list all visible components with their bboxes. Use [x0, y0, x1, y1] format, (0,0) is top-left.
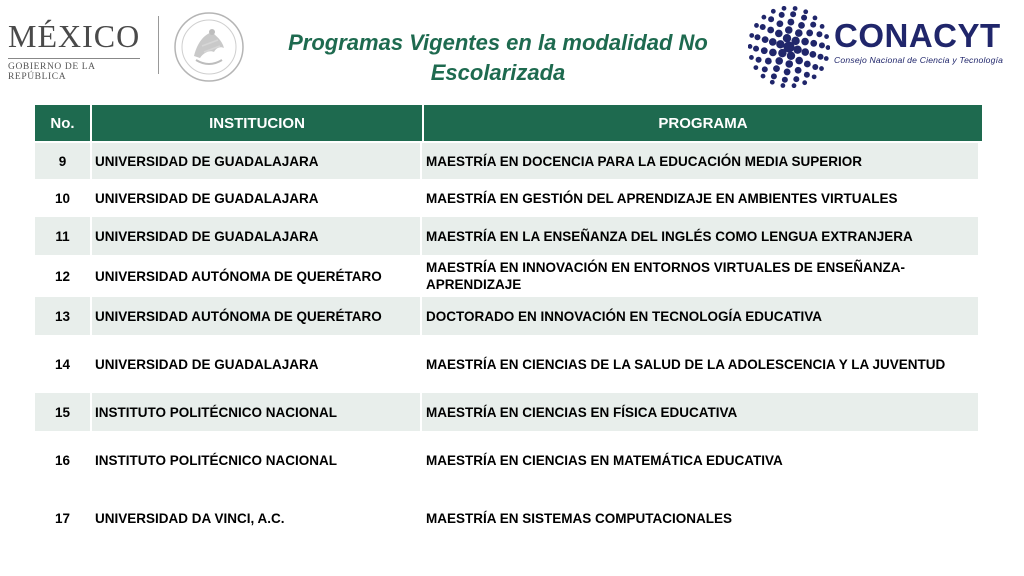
conacyt-dot	[769, 49, 777, 57]
conacyt-dot	[784, 69, 791, 76]
table-row	[35, 489, 980, 547]
conacyt-dot	[775, 30, 783, 38]
conacyt-dot	[798, 22, 805, 29]
cell-no: 11	[35, 217, 90, 255]
cell-institucion: UNIVERSIDAD DE GUADALAJARA	[90, 335, 420, 393]
conacyt-dot	[783, 34, 791, 42]
conacyt-dot	[760, 24, 766, 30]
page-title: Programas Vigentes en la modalidad No Escolarizada	[288, 30, 708, 85]
table-row	[35, 179, 980, 217]
conacyt-dot	[782, 77, 788, 83]
conacyt-dot	[771, 73, 777, 79]
conacyt-dot	[762, 36, 769, 43]
cell-programa: DOCTORADO EN INNOVACIÓN EN TECNOLOGÍA EDUCATIVA	[420, 297, 978, 335]
cell-no: 12	[35, 255, 90, 297]
conacyt-logo	[834, 18, 1003, 65]
table-row	[35, 143, 980, 179]
cell-no: 14	[35, 335, 90, 393]
table-row	[35, 217, 980, 255]
cell-institucion: INSTITUTO POLITÉCNICO NACIONAL	[90, 431, 420, 489]
conacyt-dot	[816, 31, 822, 37]
conacyt-dot	[765, 58, 772, 65]
cell-programa: MAESTRÍA EN LA ENSEÑANZA DEL INGLÉS COMO LENGUA EXTRANJERA	[420, 217, 978, 255]
conacyt-dot	[767, 27, 774, 34]
conacyt-dot	[793, 45, 801, 53]
conacyt-dot	[793, 6, 798, 11]
cell-institucion: UNIVERSIDAD AUTÓNOMA DE QUERÉTARO	[90, 255, 420, 297]
conacyt-dot	[780, 83, 785, 88]
conacyt-dot	[756, 57, 762, 63]
conacyt-dot	[762, 66, 768, 72]
table-header	[35, 105, 980, 141]
conacyt-dot	[787, 52, 795, 60]
conacyt-dot	[819, 42, 825, 48]
cell-institucion: INSTITUTO POLITÉCNICO NACIONAL	[90, 393, 420, 431]
conacyt-subtitle: Consejo Nacional de Ciencia y Tecnología	[834, 55, 1004, 65]
conacyt-dot	[826, 45, 830, 50]
cell-institucion: UNIVERSIDAD DE GUADALAJARA	[90, 179, 420, 217]
conacyt-dot	[792, 83, 797, 88]
conacyt-dot	[809, 51, 816, 58]
conacyt-dot	[790, 11, 796, 17]
conacyt-dot	[802, 80, 807, 85]
mexico-logo	[8, 18, 148, 82]
conacyt-dot	[748, 44, 752, 49]
cell-no: 15	[35, 393, 90, 431]
conacyt-dot	[795, 57, 803, 65]
cell-no: 10	[35, 179, 90, 217]
conacyt-dot	[791, 37, 799, 45]
cell-no: 13	[35, 297, 90, 335]
cell-no: 9	[35, 143, 90, 179]
conacyt-dot	[776, 40, 784, 48]
conacyt-dot	[770, 80, 775, 85]
cell-no: 16	[35, 431, 90, 489]
conacyt-dot	[810, 40, 817, 47]
table-row	[35, 335, 980, 393]
conacyt-dot	[761, 15, 766, 20]
cell-programa: MAESTRÍA EN DOCENCIA PARA LA EDUCACIÓN MEDIA SUPERIOR	[420, 143, 978, 179]
national-seal-icon	[172, 10, 246, 84]
conacyt-dot	[769, 38, 777, 46]
cell-programa: MAESTRÍA EN CIENCIAS EN FÍSICA EDUCATIVA	[420, 393, 978, 431]
gobierno-label: GOBIERNO DE LA REPÚBLICA	[8, 58, 140, 82]
conacyt-dot	[801, 48, 809, 56]
conacyt-dot	[801, 38, 809, 46]
conacyt-dot	[773, 65, 780, 72]
cell-programa: MAESTRÍA EN INNOVACIÓN EN ENTORNOS VIRTUALES DE ENSEÑANZA-APRENDIZAJE	[420, 255, 978, 297]
conacyt-dot	[749, 33, 754, 38]
cell-institucion: UNIVERSIDAD DA VINCI, A.C.	[90, 489, 420, 547]
cell-programa: MAESTRÍA EN SISTEMAS COMPUTACIONALES	[420, 489, 978, 547]
conacyt-dot	[824, 34, 829, 39]
conacyt-dot	[749, 55, 754, 60]
conacyt-dot	[795, 29, 803, 37]
cell-programa: MAESTRÍA EN CIENCIAS DE LA SALUD DE LA ADOLESCENCIA Y LA JUVENTUD	[420, 335, 978, 393]
cell-programa: MAESTRÍA EN CIENCIAS EN MATEMÁTICA EDUCATIVA	[420, 431, 978, 489]
conacyt-dot	[787, 19, 794, 26]
conacyt-dot	[824, 56, 829, 61]
cell-institucion: UNIVERSIDAD AUTÓNOMA DE QUERÉTARO	[90, 297, 420, 335]
cell-programa: MAESTRÍA EN GESTIÓN DEL APRENDIZAJE EN AMBIENTES VIRTUALES	[420, 179, 978, 217]
conacyt-dot	[819, 66, 824, 71]
conacyt-dot	[785, 60, 793, 68]
conacyt-dot	[793, 76, 799, 82]
conacyt-dot	[782, 6, 787, 11]
cell-institucion: UNIVERSIDAD DE GUADALAJARA	[90, 143, 420, 179]
conacyt-wordmark: CONACYT	[834, 17, 1001, 54]
conacyt-dot	[761, 74, 766, 79]
conacyt-dot	[768, 16, 774, 22]
conacyt-logo-icon	[748, 6, 830, 88]
conacyt-dot	[753, 65, 758, 70]
conacyt-dot	[785, 26, 793, 34]
conacyt-dot	[804, 61, 811, 68]
conacyt-dot	[753, 46, 759, 52]
column-header-institucion: INSTITUCION	[90, 105, 422, 141]
table-row	[35, 431, 980, 489]
conacyt-dot	[779, 12, 785, 18]
column-header-programa: PROGRAMA	[422, 105, 982, 141]
conacyt-dot	[812, 64, 818, 70]
logo-divider	[158, 16, 159, 74]
table-row	[35, 297, 980, 335]
conacyt-dot	[795, 67, 802, 74]
conacyt-dot	[801, 15, 807, 21]
conacyt-dot	[754, 23, 759, 28]
conacyt-dot	[754, 34, 760, 40]
cell-no: 17	[35, 489, 90, 547]
conacyt-dot	[803, 9, 808, 14]
column-header-no: No.	[35, 105, 90, 141]
conacyt-dot	[778, 49, 786, 57]
table-row	[35, 393, 980, 431]
table-row	[35, 255, 980, 297]
conacyt-dot	[761, 47, 768, 54]
conacyt-dot	[812, 74, 817, 79]
conacyt-dot	[806, 30, 813, 37]
mexico-wordmark: MÉXICO	[8, 18, 141, 54]
conacyt-dot	[820, 24, 825, 29]
conacyt-dot	[771, 9, 776, 14]
programs-table	[35, 105, 980, 547]
conacyt-dot	[818, 54, 824, 60]
cell-institucion: UNIVERSIDAD DE GUADALAJARA	[90, 217, 420, 255]
conacyt-dot	[813, 15, 818, 20]
conacyt-dot	[776, 20, 783, 27]
conacyt-dot	[804, 72, 810, 78]
conacyt-dot	[775, 57, 783, 65]
conacyt-dot	[810, 22, 816, 28]
